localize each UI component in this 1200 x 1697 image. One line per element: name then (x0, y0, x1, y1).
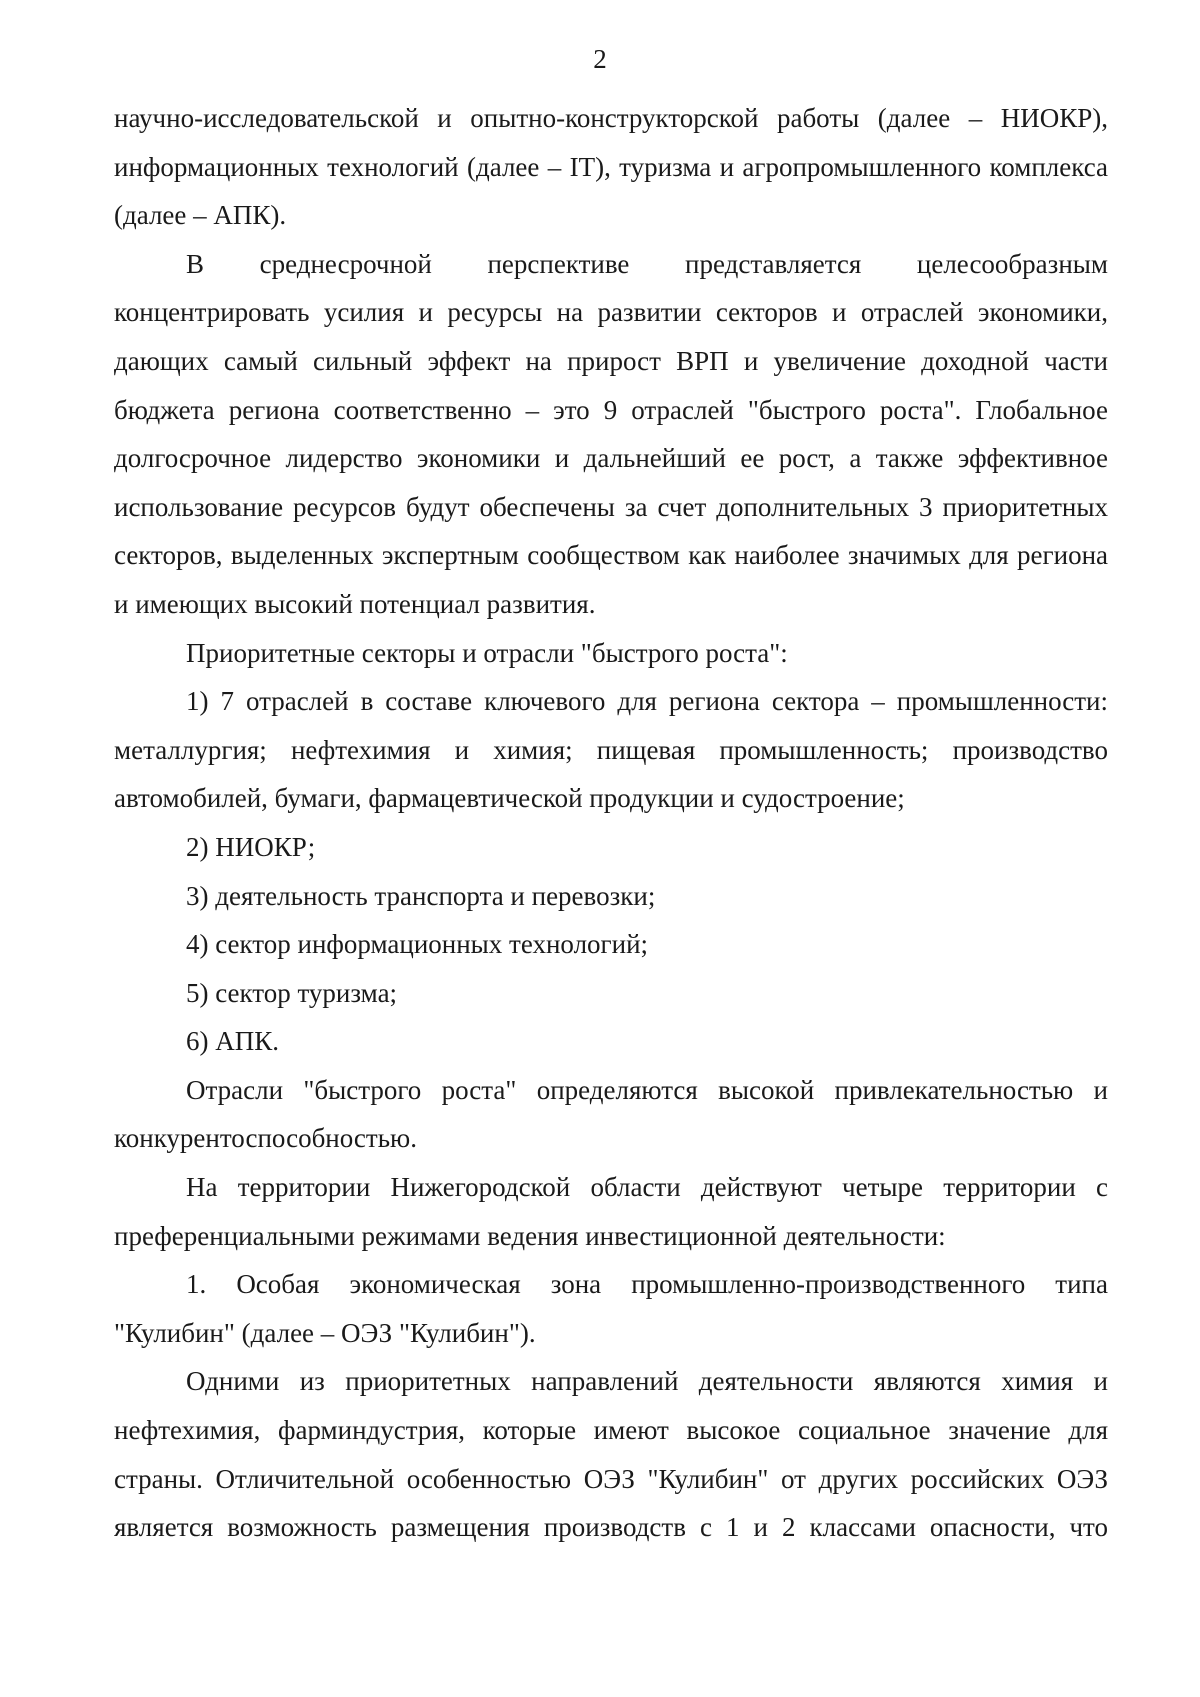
list-item-industry: 1) 7 отраслей в составе ключевого для региона сектора – промышленности: металлургия; нефтехимия и химия; пищевая промышленность; производство автомобилей, бумаги, фармацевтической продукции и судостроение; (114, 686, 1108, 814)
paragraph-territories: На территории Нижегородской области действуют четыре территории с преференциальными режимами ведения инвестиционной деятельности: (114, 1172, 1108, 1251)
list-item-transport: 3) деятельность транспорта и перевозки; (186, 880, 656, 911)
document-body (114, 94, 1108, 1552)
list-item-oez-kulibin: 1. Особая экономическая зона промышленно-производственного типа "Кулибин" (далее – ОЭЗ "Кулибин"). (114, 1269, 1108, 1348)
paragraph-continuation: научно-исследовательской и опытно-конструкторской работы (далее – НИОКР), информационных технологий (далее – IT), туризма и агропромышленного комплекса (далее – АПК). (114, 103, 1108, 231)
list-item-niokr: 2) НИОКР; (186, 831, 316, 862)
list-item-apk: 6) АПК. (186, 1026, 279, 1057)
list-item-it: 4) сектор информационных технологий; (186, 929, 649, 960)
paragraph-list-intro: Приоритетные секторы и отрасли "быстрого роста": (186, 637, 788, 668)
paragraph-midterm-strategy: В среднесрочной перспективе представляется целесообразным концентрировать усилия и ресурсы на развитии секторов и отраслей экономики, дающих самый сильный эффект на прирост ВРП и увеличение доходной части бюджета региона соответственно – это 9 отраслей "быстрого роста". Глобальное долгосрочное лидерство экономики и дальнейший ее рост, а также эффективное использование ресурсов будут обеспечены за счет дополнительных 3 приоритетных секторов, выделенных экспертным сообществом как наиболее значимых для региона и имеющих высокий потенциал развития. (114, 248, 1108, 619)
paragraph-fast-growth: Отрасли "быстрого роста" определяются высокой привлекательностью и конкурентоспособностью. (114, 1074, 1108, 1154)
paragraph-oez-priorities: Одними из приоритетных направлений деятельности являются химия и нефтехимия, фарминдустрия, которые имеют высокое социальное значение для страны. Отличительной особенностью ОЭЗ "Кулибин" от других российских ОЭЗ является возможность размещения производств с 1 и 2 классами опасности, что (114, 1366, 1108, 1543)
page-number: 2 (593, 44, 607, 74)
list-item-tourism: 5) сектор туризма; (186, 977, 398, 1008)
